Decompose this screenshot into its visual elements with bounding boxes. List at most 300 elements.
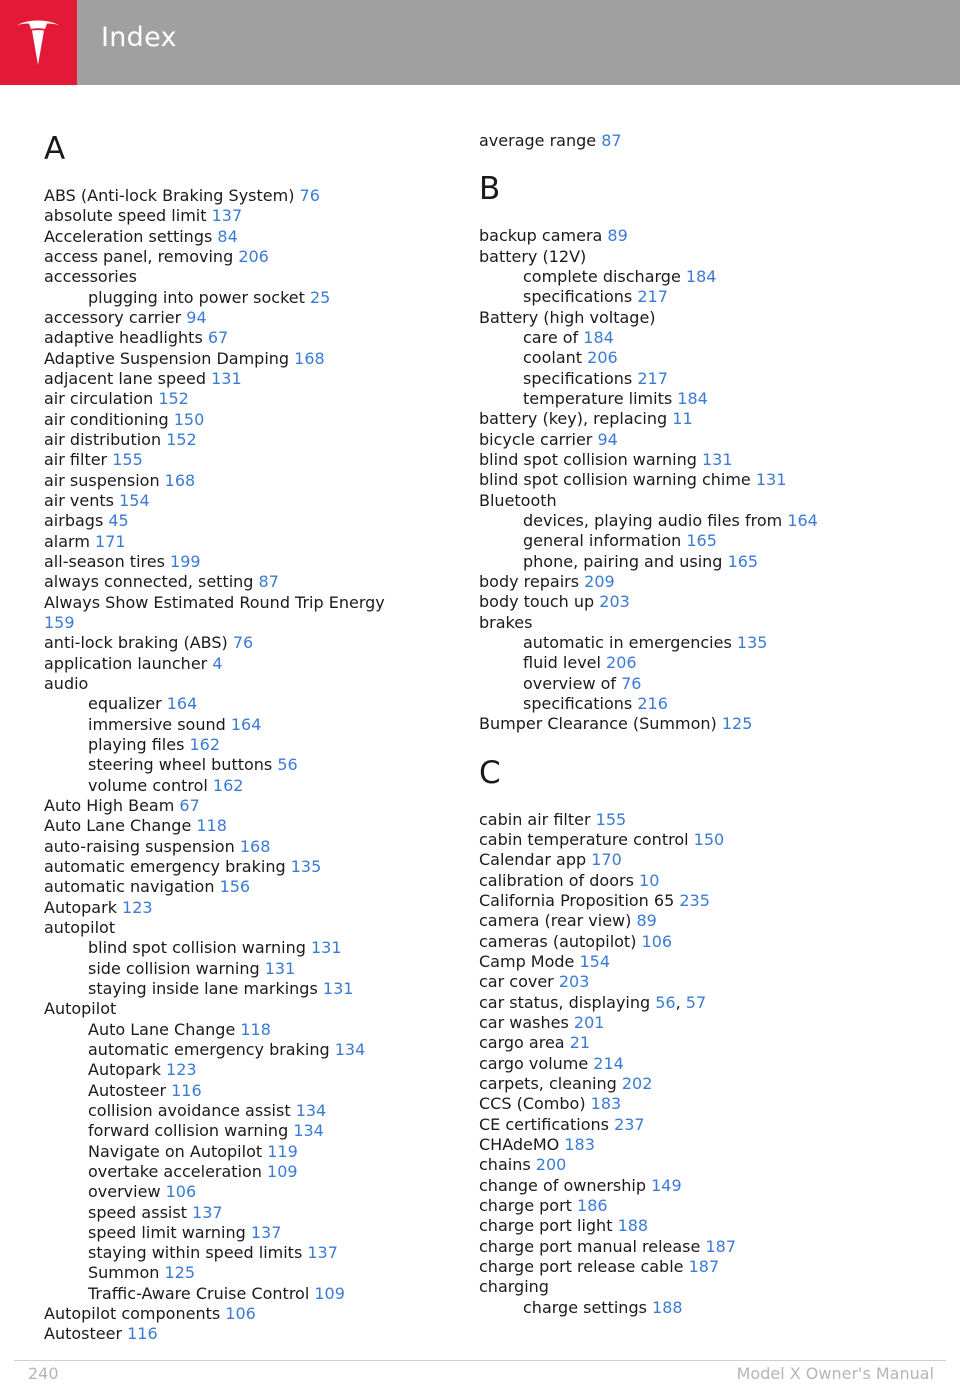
index-entry (479, 810, 626, 830)
entry-term: air distribution (44, 429, 162, 449)
page-link[interactable]: 168 (239, 836, 271, 856)
entry-term: Navigate on Autopilot (88, 1141, 263, 1161)
entry-term: automatic emergency braking (88, 1039, 330, 1059)
index-subentry (479, 1298, 683, 1318)
page-link[interactable]: 168 (164, 470, 196, 490)
index-entry (44, 593, 385, 613)
entry-term: charge settings (523, 1297, 647, 1317)
index-subentry (479, 653, 637, 673)
index-subentry (44, 1223, 281, 1243)
index-subentry (44, 1101, 326, 1121)
entry-term: Adaptive Suspension Damping (44, 348, 290, 368)
index-entry (44, 328, 228, 348)
footer-manual-title: Model X Owner's Manual (736, 1364, 934, 1383)
page-link[interactable]: 25 (309, 287, 331, 307)
entry-term: body repairs (479, 571, 580, 591)
page-link[interactable]: 237 (614, 1114, 645, 1134)
entry-term: automatic emergency braking (44, 856, 286, 876)
entry-term: charge port release cable (479, 1256, 684, 1276)
index-entry (479, 131, 622, 151)
page-link[interactable]: 76 (621, 673, 642, 693)
entry-term: absolute speed limit (44, 206, 207, 226)
page-link[interactable]: 131 (264, 958, 296, 978)
page-link[interactable]: 150 (693, 829, 725, 849)
page-link[interactable]: 165 (686, 531, 717, 551)
page-link[interactable]: 184 (685, 266, 717, 286)
index-entry (44, 511, 129, 531)
index-entry (44, 186, 320, 206)
index-entry (44, 369, 242, 389)
entry-term: audio (44, 673, 89, 693)
page-link[interactable]: 206 (606, 653, 637, 673)
entry-term: battery (key), replacing (479, 409, 668, 429)
index-entry (44, 816, 227, 836)
entry-term: Acceleration settings (44, 226, 213, 246)
entry-term: California Proposition 65 (479, 890, 675, 910)
page-link[interactable]: 184 (677, 388, 708, 408)
index-subentry (479, 552, 758, 572)
entry-term: change of ownership (479, 1175, 646, 1195)
index-subentry (479, 531, 717, 551)
entry-term: playing files (88, 734, 185, 754)
page-link[interactable]: 155 (595, 809, 627, 829)
page-link[interactable]: 118 (240, 1019, 271, 1039)
entry-term: Always Show Estimated Round Trip Energy (44, 592, 385, 612)
page-link[interactable]: 188 (617, 1216, 649, 1236)
index-subentry (479, 674, 641, 694)
page-link[interactable]: 184 (583, 327, 614, 347)
entry-term: backup camera (479, 226, 603, 246)
index-entry (44, 633, 253, 653)
page-link[interactable]: 84 (217, 226, 238, 246)
entry-term: Autosteer (88, 1080, 167, 1100)
page-link[interactable]: 125 (721, 714, 753, 734)
page-link[interactable]: 106 (641, 931, 673, 951)
entry-term: general information (523, 531, 682, 551)
entry-term: temperature limits (523, 388, 673, 408)
page-link[interactable]: 67 (179, 795, 200, 815)
entry-term: steering wheel buttons (88, 755, 273, 775)
index-subentry (44, 735, 220, 755)
index-entry (479, 226, 628, 246)
index-entry (44, 450, 143, 470)
index-entry (44, 857, 321, 877)
entry-term: speed limit warning (88, 1222, 246, 1242)
entry-term: air circulation (44, 389, 154, 409)
index-entry (44, 410, 204, 430)
index-subentry (44, 776, 243, 796)
footer-divider (14, 1360, 946, 1361)
page-link[interactable]: 171 (95, 531, 126, 551)
entry-term: Auto Lane Change (44, 816, 192, 836)
entry-term: adaptive headlights (44, 328, 203, 348)
index-subentry (44, 1142, 298, 1162)
page-link[interactable]: 137 (192, 1202, 223, 1222)
entry-term: air conditioning (44, 409, 169, 429)
page-link[interactable]: 87 (258, 572, 279, 592)
index-subentry (44, 1060, 197, 1080)
page-link[interactable]: 188 (652, 1297, 683, 1317)
index-entry (479, 850, 622, 870)
entry-term: automatic navigation (44, 877, 215, 897)
index-entry (479, 1054, 624, 1074)
page-link[interactable]: 131 (310, 938, 342, 958)
index-entry (479, 1196, 608, 1216)
page-link[interactable]: 206 (238, 246, 269, 266)
index-entry (44, 247, 269, 267)
page-link[interactable]: 134 (334, 1039, 366, 1059)
page-link[interactable]: 131 (322, 978, 354, 998)
entry-term: cabin air filter (479, 809, 591, 829)
page-link[interactable]: 134 (293, 1121, 324, 1141)
entry-term: blind spot collision warning (479, 449, 697, 469)
page-link[interactable]: 119 (267, 1141, 298, 1161)
page-link[interactable]: 10 (639, 870, 660, 890)
entry-term: blind spot collision warning chime (479, 470, 751, 490)
page-link[interactable]: 76 (232, 633, 254, 653)
index-entry (479, 1237, 736, 1257)
entry-term: body touch up (479, 592, 595, 612)
entry-term: air suspension (44, 470, 160, 490)
page-link[interactable]: 187 (705, 1236, 736, 1256)
index-entry (44, 796, 200, 816)
entry-term: car washes (479, 1012, 569, 1032)
index-entry (479, 592, 630, 612)
index-entry (44, 999, 116, 1019)
index-entry (44, 267, 137, 287)
index-entry (479, 714, 752, 734)
page-link[interactable]: 11 (672, 409, 693, 429)
entry-term: Camp Mode (479, 951, 575, 971)
index-entry (44, 552, 201, 572)
index-entry (44, 572, 279, 592)
index-subentry (44, 1162, 298, 1182)
entry-term: coolant (523, 348, 583, 368)
entry-term: average range (479, 131, 597, 150)
entry-term: complete discharge (523, 266, 681, 286)
page-link[interactable]: 152 (166, 429, 197, 449)
entry-term: Bumper Clearance (Summon) (479, 714, 717, 734)
index-subentry (44, 1182, 196, 1202)
index-subentry (479, 287, 668, 307)
index-subentry (44, 1020, 271, 1040)
entry-term: car status, displaying (479, 992, 651, 1012)
page-link[interactable]: 109 (314, 1283, 345, 1303)
section-letter: C (479, 754, 501, 791)
entry-term: Calendar app (479, 850, 587, 870)
entry-term: cargo volume (479, 1053, 589, 1073)
entry-term: Summon (88, 1263, 160, 1283)
page-link[interactable]: 159 (44, 612, 75, 632)
index-subentry (44, 288, 330, 308)
entry-term: overview (88, 1182, 161, 1202)
page-link[interactable]: 67 (207, 328, 229, 348)
index-entry (479, 871, 659, 891)
page-link[interactable]: 137 (307, 1243, 338, 1263)
page-link[interactable]: 89 (636, 911, 657, 931)
page-link[interactable]: 94 (186, 307, 207, 327)
page-link[interactable]: 149 (651, 1175, 682, 1195)
index-subentry (44, 1121, 324, 1141)
entry-term: charge port light (479, 1216, 613, 1236)
index-subentry (479, 511, 818, 531)
entry-term: staying within speed limits (88, 1243, 303, 1263)
page-link[interactable]: 150 (173, 409, 205, 429)
index-subentry (479, 328, 614, 348)
entry-term: chains (479, 1155, 531, 1175)
page-link[interactable]: 116 (127, 1324, 158, 1344)
index-entry (479, 247, 586, 267)
index-entry (479, 613, 532, 633)
entry-term: autopilot (44, 917, 116, 937)
entry-term: plugging into power socket (88, 287, 305, 307)
entry-term: battery (12V) (479, 246, 587, 266)
entry-term: adjacent lane speed (44, 368, 207, 388)
entry-term: forward collision warning (88, 1121, 289, 1141)
index-subentry (479, 267, 716, 287)
page-link[interactable]: 202 (621, 1073, 653, 1093)
index-entry (479, 1155, 566, 1175)
entry-term: camera (rear view) (479, 911, 632, 931)
page-link[interactable]: 168 (294, 348, 325, 368)
entry-term: accessories (44, 267, 137, 287)
section-letter: B (479, 171, 501, 208)
entry-term: care of (523, 327, 579, 347)
entry-term: Auto Lane Change (88, 1019, 236, 1039)
entry-term: cameras (autopilot) (479, 931, 637, 951)
page-link[interactable]: 21 (569, 1033, 591, 1053)
entry-term: CCS (Combo) (479, 1094, 586, 1114)
entry-term: car cover (479, 972, 554, 992)
index-entry (479, 450, 733, 470)
footer-page-number: 240 (28, 1364, 59, 1383)
entry-term: Autosteer (44, 1324, 123, 1344)
page-link[interactable]: 201 (573, 1012, 605, 1032)
index-entry (44, 491, 150, 511)
page-link[interactable]: 183 (564, 1134, 595, 1154)
entry-term: always connected, setting (44, 572, 254, 592)
entry-term: ABS (Anti-lock Braking System) (44, 186, 295, 205)
page-link[interactable]: 164 (787, 510, 818, 530)
entry-term: access panel, removing (44, 246, 234, 266)
entry-term: Traffic-Aware Cruise Control (88, 1283, 310, 1303)
index-entry (479, 1176, 682, 1196)
page-link[interactable]: 214 (593, 1053, 624, 1073)
entry-term: alarm (44, 531, 90, 551)
page-link[interactable]: 154 (119, 490, 150, 510)
page-link[interactable]: 131 (755, 470, 787, 490)
index-subentry (44, 755, 298, 775)
page-link[interactable]: 57 (685, 992, 707, 1012)
page-link[interactable]: 183 (590, 1094, 622, 1114)
index-subentry (479, 389, 708, 409)
index-entry (479, 409, 693, 429)
index-subentry (44, 1040, 365, 1060)
entry-term: charging (479, 1277, 549, 1297)
page-link[interactable]: 125 (164, 1263, 196, 1283)
index-entry (44, 206, 242, 226)
index-entry (44, 389, 189, 409)
page-link[interactable]: 162 (212, 775, 244, 795)
page-link[interactable]: 106 (165, 1182, 197, 1202)
page-link[interactable]: 155 (112, 450, 143, 470)
index-subentry (44, 979, 353, 999)
index-subentry (479, 369, 668, 389)
index-entry (44, 674, 88, 694)
page-link[interactable]: 164 (166, 694, 198, 714)
entry-term: cabin temperature control (479, 829, 689, 849)
entry-term: blind spot collision warning (88, 938, 306, 958)
page-link[interactable]: 56 (277, 755, 298, 775)
index-subentry (44, 1284, 345, 1304)
page-link[interactable]: 106 (225, 1304, 256, 1324)
index-subentry (44, 715, 261, 735)
index-entry (479, 1013, 604, 1033)
index-entry (44, 1304, 256, 1324)
page-link[interactable]: 87 (601, 131, 622, 150)
page-link[interactable]: 154 (579, 951, 611, 971)
index-entry (479, 830, 724, 850)
entry-term: Autopilot components (44, 1304, 221, 1324)
page-link[interactable]: 170 (591, 850, 622, 870)
index-entry (479, 308, 656, 328)
page-link[interactable]: 217 (637, 287, 668, 307)
entry-term: CE certifications (479, 1114, 609, 1134)
entry-term: airbags (44, 511, 104, 531)
entry-term: bicycle carrier (479, 429, 593, 449)
entry-term: overtake acceleration (88, 1161, 262, 1181)
entry-term: brakes (479, 612, 533, 632)
page-link[interactable]: 217 (637, 368, 668, 388)
index-entry (479, 952, 610, 972)
index-entry (479, 1257, 719, 1277)
index-subentry (44, 1081, 202, 1101)
entry-term: air filter (44, 450, 108, 470)
entry-term: side collision warning (88, 958, 260, 978)
page-link[interactable]: 76 (299, 186, 320, 205)
section-letter: A (44, 131, 66, 167)
index-entry (44, 430, 197, 450)
page-link[interactable]: 56 (655, 992, 676, 1012)
index-entry (479, 430, 618, 450)
index-entry (479, 911, 657, 931)
entry-term: collision avoidance assist (88, 1100, 291, 1120)
page-link[interactable]: 45 (108, 511, 129, 531)
page-link[interactable]: 123 (166, 1060, 197, 1080)
page-link[interactable]: 186 (577, 1195, 608, 1215)
page-link[interactable]: 109 (267, 1161, 298, 1181)
page-link[interactable]: 164 (230, 714, 262, 734)
index-subentry (479, 633, 767, 653)
page-link[interactable]: 200 (535, 1155, 567, 1175)
page-link[interactable]: 137 (250, 1222, 282, 1242)
entry-term: automatic in emergencies (523, 632, 732, 652)
index-entry (479, 1135, 595, 1155)
index-entry (479, 932, 672, 952)
index-subentry (479, 694, 668, 714)
page-link[interactable]: 165 (727, 551, 759, 571)
page-link[interactable]: 187 (688, 1256, 720, 1276)
page-link[interactable]: 4 (212, 653, 223, 673)
page-link[interactable]: 94 (597, 429, 618, 449)
page-link[interactable]: 152 (158, 389, 189, 409)
page-link[interactable]: 137 (211, 206, 243, 226)
page-link[interactable]: 203 (558, 972, 590, 992)
entry-term: staying inside lane markings (88, 978, 318, 998)
page-link[interactable]: 216 (637, 693, 668, 713)
entry-term: calibration of doors (479, 870, 634, 890)
index-entry (44, 471, 195, 491)
entry-term: all-season tires (44, 551, 165, 571)
index-entry (44, 877, 250, 897)
entry-term: Autopark (88, 1060, 161, 1080)
index-subentry (479, 348, 618, 368)
page-link[interactable]: 206 (587, 348, 618, 368)
entry-term: equalizer (88, 694, 162, 714)
entry-term: charge port manual release (479, 1236, 701, 1256)
page-link[interactable]: 135 (736, 632, 768, 652)
tesla-logo-icon (15, 17, 61, 67)
page-link[interactable]: 235 (679, 890, 710, 910)
index-entry (479, 491, 557, 511)
entry-term: devices, playing audio files from (523, 510, 783, 530)
page-title: Index (101, 22, 177, 53)
index-entry (479, 1074, 652, 1094)
page-link[interactable]: 203 (599, 592, 630, 612)
entry-term: Autopilot (44, 999, 117, 1019)
page-link[interactable]: 118 (196, 816, 227, 836)
page-link[interactable]: 156 (219, 877, 251, 897)
index-subentry (44, 1243, 338, 1263)
entry-term: auto-raising suspension (44, 836, 235, 856)
entry-term: application launcher (44, 653, 208, 673)
entry-term: speed assist (88, 1202, 187, 1222)
page-link[interactable]: 135 (290, 856, 322, 876)
index-entry (479, 1033, 590, 1053)
entry-term: specifications (523, 693, 633, 713)
entry-term: specifications (523, 368, 633, 388)
index-subentry (44, 959, 295, 979)
page-link[interactable]: 209 (584, 571, 615, 591)
page-link[interactable]: 116 (171, 1080, 202, 1100)
page-link[interactable]: 199 (170, 551, 201, 571)
entry-term: air vents (44, 490, 114, 510)
page-link[interactable]: 131 (211, 368, 242, 388)
brand-logo (0, 0, 77, 85)
index-entry (44, 837, 270, 857)
page-link[interactable]: 162 (189, 734, 221, 754)
index-entry (479, 1115, 645, 1135)
page-link[interactable]: 123 (122, 897, 153, 917)
entry-term: volume control (88, 775, 208, 795)
index-subentry (44, 694, 197, 714)
entry-term: specifications (523, 287, 633, 307)
entry-term: Bluetooth (479, 490, 557, 510)
entry-term: Auto High Beam (44, 795, 175, 815)
index-entry (44, 532, 126, 552)
index-entry (44, 613, 75, 633)
entry-term: Autopark (44, 897, 117, 917)
index-entry (479, 891, 710, 911)
page-link[interactable]: 134 (295, 1100, 327, 1120)
index-entry (479, 1277, 549, 1297)
page-link[interactable]: 131 (701, 449, 733, 469)
index-subentry (44, 1263, 195, 1283)
index-entry (44, 227, 238, 247)
index-entry (44, 654, 223, 674)
page-link[interactable]: 89 (607, 226, 628, 246)
index-entry (479, 972, 589, 992)
